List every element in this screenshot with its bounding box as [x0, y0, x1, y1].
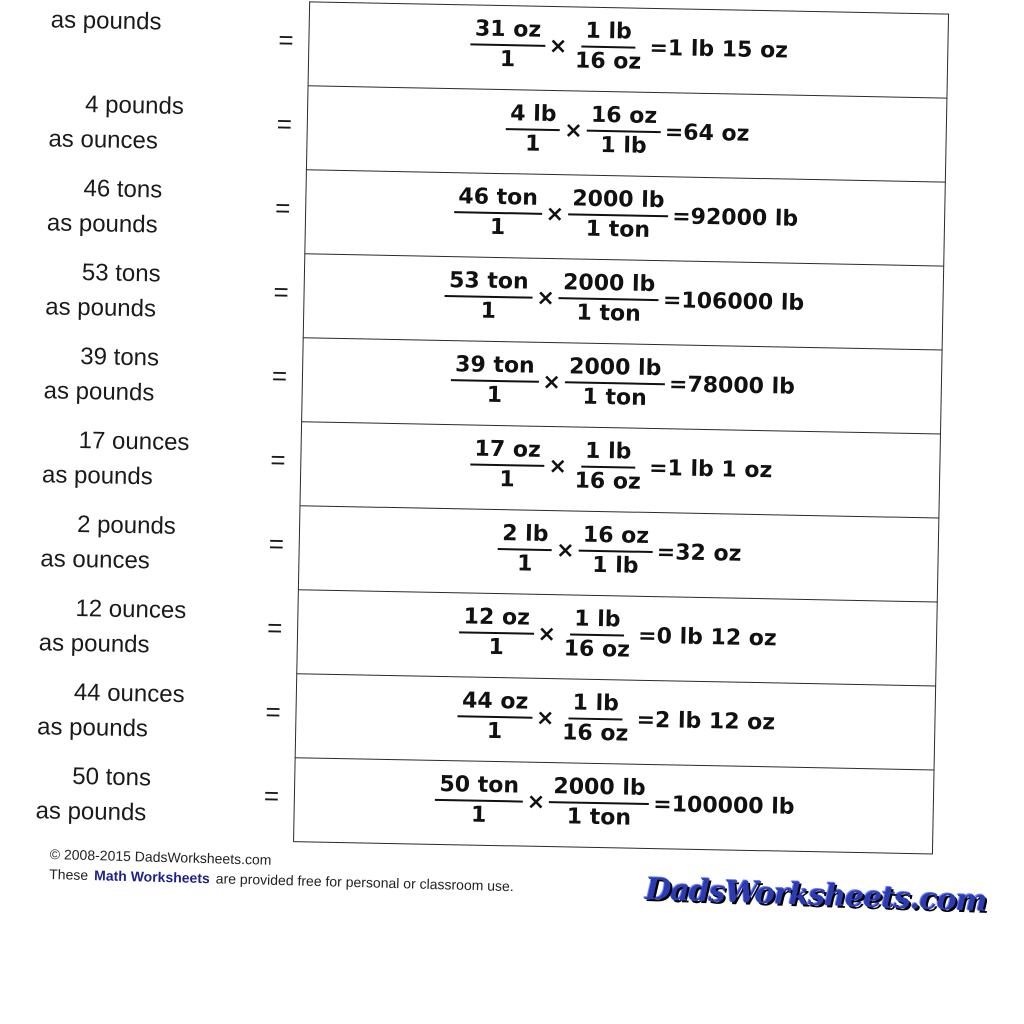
answer-cell [304, 169, 945, 265]
answer-expression [298, 602, 937, 668]
multiply-sign: × [563, 117, 583, 144]
math-worksheets-link[interactable]: Math Worksheets [93, 867, 211, 887]
answer-cell [299, 421, 940, 517]
problem-question [36, 86, 293, 161]
fraction-2-denominator: 1 ton [582, 384, 648, 411]
fraction-2-numerator: 2000 lb [565, 355, 666, 385]
answer-cell [301, 337, 942, 433]
fraction-1-numerator: 12 oz [459, 605, 534, 634]
fraction-1 [470, 17, 545, 72]
fraction-1-denominator: 1 [470, 802, 487, 828]
multiply-sign: × [545, 201, 565, 227]
fraction-1-numerator: 50 ton [435, 773, 523, 803]
conversion-result: =0 lb 12 oz [637, 623, 777, 651]
fraction-2 [568, 187, 669, 243]
multiply-sign: × [548, 33, 568, 59]
fraction-1 [457, 689, 532, 744]
equals-sign: = [266, 612, 283, 643]
answer-expression [306, 182, 945, 248]
fraction-2-denominator: 16 oz [574, 468, 642, 495]
fraction-1 [459, 605, 534, 660]
question-line-1: 4 pounds [84, 91, 185, 120]
fraction-1-numerator: 46 ton [454, 185, 542, 215]
fraction-1-numerator: 31 oz [471, 17, 546, 46]
question-line-2: as pounds [46, 209, 158, 239]
fraction-2 [558, 271, 659, 327]
fraction-1 [435, 773, 524, 829]
fraction-1 [454, 185, 543, 241]
conversion-result: =2 lb 12 oz [636, 707, 776, 735]
answer-expression [296, 686, 935, 752]
fraction-1-denominator: 1 [489, 214, 506, 241]
footer-suffix: are provided free for personal or classroom use. [215, 870, 514, 895]
fraction-2-denominator: 16 oz [561, 720, 629, 747]
conversion-result: =1 lb 15 oz [649, 35, 789, 64]
fraction-1 [470, 438, 545, 493]
problem-question [26, 590, 283, 665]
dadsworksheets-logo[interactable]: DadsWorksheets.com [644, 872, 988, 919]
answer-expression [307, 98, 946, 164]
fraction-2-numerator: 2000 lb [559, 271, 660, 301]
fraction-2-numerator: 2000 lb [568, 187, 669, 217]
fraction-2 [549, 775, 650, 831]
multiply-sign: × [526, 789, 546, 815]
multiply-sign: × [535, 705, 555, 731]
fraction-2 [571, 19, 646, 74]
fraction-2 [558, 691, 633, 746]
fraction-1 [497, 522, 552, 577]
footer-prefix: These [49, 865, 89, 884]
fraction-2-denominator: 1 ton [585, 216, 651, 243]
answer-expression [301, 434, 940, 500]
answer-expression [299, 518, 938, 584]
answer-expression [309, 14, 948, 80]
problem-row [0, 751, 965, 854]
fraction-1-denominator: 1 [516, 551, 533, 577]
fraction-1-denominator: 1 [499, 467, 515, 493]
fraction-2-denominator: 16 oz [574, 48, 642, 75]
answer-cell [296, 589, 937, 685]
copyright-text: © 2008-2015 DadsWorksheets.com [49, 846, 272, 868]
conversion-result: =32 oz [656, 539, 742, 567]
fraction-1-numerator: 4 lb [506, 102, 561, 131]
conversion-result: =1 lb 1 oz [648, 455, 773, 483]
fraction-1-denominator: 1 [524, 131, 541, 157]
question-line-2: as pounds [38, 629, 150, 659]
fraction-2-numerator: 1 lb [570, 607, 625, 636]
fraction-2 [578, 524, 653, 579]
question-line-1: 44 ounces [73, 678, 185, 709]
problem-question [30, 422, 286, 497]
multiply-sign: × [542, 369, 562, 395]
conversion-result: =64 oz [664, 119, 750, 147]
fraction-2 [586, 104, 661, 159]
conversion-result: =106000 lb [662, 287, 805, 316]
fraction-2-denominator: 16 oz [563, 636, 631, 663]
conversion-result: =78000 lb [668, 371, 796, 400]
fraction-2-numerator: 16 oz [579, 524, 654, 553]
answer-cell [293, 757, 934, 853]
problem-question [35, 170, 291, 245]
question-line-1: 53 tons [81, 259, 161, 288]
equals-sign: = [263, 780, 280, 811]
fraction-2-denominator: 1 lb [600, 132, 647, 159]
equals-sign: = [268, 528, 285, 559]
fraction-1-numerator: 17 oz [470, 438, 545, 467]
question-line-1: 2 pounds [76, 510, 177, 540]
answer-expression [304, 266, 943, 332]
fraction-1-denominator: 1 [488, 634, 505, 661]
problem-question [28, 506, 285, 581]
fraction-1-denominator: 1 [480, 298, 497, 324]
question-line-2: as ounces [48, 125, 159, 155]
fraction-1-numerator: 39 ton [451, 353, 539, 383]
fraction-2 [564, 355, 665, 411]
fraction-2-denominator: 1 ton [566, 804, 632, 831]
multiply-sign: × [536, 285, 556, 311]
problem-question [23, 758, 280, 833]
answer-expression [302, 350, 941, 416]
fraction-2-numerator: 1 lb [581, 440, 636, 469]
question-line-2: as pounds [36, 713, 149, 743]
question-line-1: 39 tons [80, 343, 160, 372]
fraction-2 [559, 607, 634, 662]
fraction-1 [505, 102, 560, 157]
fraction-1 [444, 269, 533, 325]
fraction-1-numerator: 44 oz [458, 689, 533, 718]
answer-cell [306, 85, 947, 181]
fraction-2-numerator: 1 lb [581, 20, 636, 49]
answer-cell [303, 253, 944, 349]
fraction-2-numerator: 16 oz [587, 104, 662, 133]
question-line-1: 46 tons [83, 175, 163, 204]
fraction-1-numerator: 53 ton [445, 269, 533, 299]
equals-sign: = [274, 192, 291, 224]
equals-sign: = [278, 24, 294, 56]
equals-sign: = [276, 108, 293, 140]
question-line-2: as pounds [35, 797, 147, 827]
problem-question [25, 674, 282, 749]
equals-sign: = [273, 276, 290, 307]
fraction-1-denominator: 1 [486, 718, 503, 745]
fraction-2-numerator: 1 lb [568, 691, 623, 720]
fraction-2-denominator: 1 ton [576, 300, 641, 327]
problem-question [33, 254, 290, 329]
question-line-2: as pounds [44, 293, 157, 323]
answer-cell [298, 505, 939, 601]
equals-sign: = [270, 444, 286, 475]
conversion-result: =100000 lb [653, 791, 795, 820]
question-line-2: as pounds [41, 461, 154, 491]
multiply-sign: × [555, 537, 575, 564]
conversion-result: =92000 lb [672, 203, 799, 232]
fraction-1-denominator: 1 [499, 47, 516, 73]
question-line-1: 12 ounces [75, 594, 187, 625]
question-line-2: as ounces [40, 545, 151, 575]
fraction-2 [570, 439, 645, 494]
problem-question [38, 2, 294, 56]
fraction-2-numerator: 2000 lb [549, 775, 650, 805]
answer-cell [295, 673, 936, 769]
fraction-2-denominator: 1 lb [592, 552, 639, 579]
answer-expression [294, 770, 933, 836]
question-line-1: 50 tons [71, 762, 152, 792]
multiply-sign: × [548, 453, 568, 479]
equals-sign: = [271, 360, 288, 391]
problem-question [31, 338, 288, 413]
multiply-sign: × [537, 621, 557, 647]
equals-sign: = [265, 696, 282, 727]
question-line-2: as pounds [43, 377, 155, 407]
answer-cell [308, 1, 949, 97]
question-line-1: 17 ounces [78, 426, 190, 457]
fraction-1-denominator: 1 [486, 382, 503, 409]
fraction-1 [450, 353, 539, 409]
question-line-2: as pounds [50, 6, 162, 36]
fraction-1-numerator: 2 lb [498, 522, 553, 551]
